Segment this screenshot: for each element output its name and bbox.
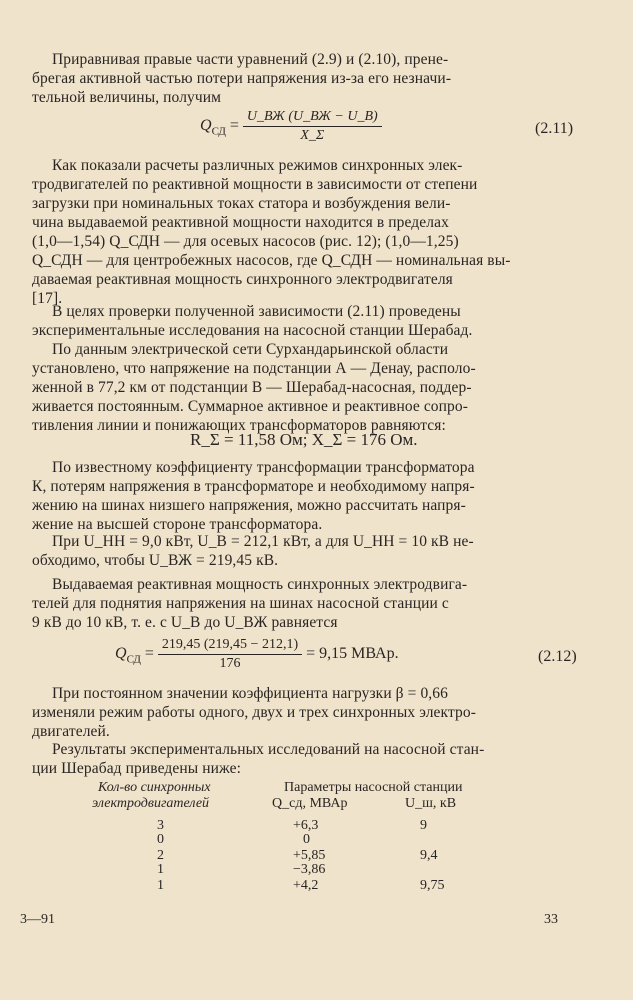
eq-numerator: U_ВЖ (U_ВЖ − U_В) bbox=[243, 108, 382, 127]
eq-fraction bbox=[243, 108, 382, 145]
equation-2-11: $Q_{СД}$ = $\frac{U\_ВЖ (U\_ВЖ - U\_В)}{X\_\Sigma}$ bbox=[200, 108, 382, 145]
text-line: При постоянном значении коэффициента нагрузки β = 0,66 bbox=[52, 685, 448, 702]
eq-lhs: Q bbox=[115, 645, 127, 663]
text-line: Как показали расчеты различных режимов синхронных элек- bbox=[52, 157, 463, 174]
eq-denominator: 176 bbox=[219, 656, 241, 671]
cell-count: 0 bbox=[157, 832, 164, 847]
eq-lhs: Q bbox=[200, 117, 212, 135]
equation-number: (2.12) bbox=[538, 648, 577, 665]
text-line: установлено, что напряжение на подстанции А — Денау, располо- bbox=[32, 360, 476, 377]
cell-u: 9,75 bbox=[420, 878, 445, 893]
cell-count: 2 bbox=[157, 848, 164, 863]
text-line: Приравнивая правые части уравнений (2.9) и (2.10), прене- bbox=[52, 51, 449, 68]
text-line: 9 кВ до 10 кВ, т. е. с U_В до U_ВЖ равняется bbox=[32, 614, 338, 631]
text-line: жение на высшей стороне трансформатора. bbox=[32, 516, 323, 533]
text-line: экспериментальные исследования на насосной станции Шерабад. bbox=[32, 322, 473, 339]
cell-q: 0 bbox=[303, 832, 310, 847]
text-line: тивления линии и понижающих трансформаторов равняются: bbox=[32, 417, 446, 434]
text-line: даваемая реактивная мощность синхронного электродвигателя bbox=[32, 271, 453, 288]
equation-resistance: R_Σ = 11,58 Ом; X_Σ = 176 Ом. bbox=[190, 430, 418, 449]
text-line: обходимо, чтобы U_ВЖ = 219,45 кВ. bbox=[32, 552, 279, 569]
cell-u: 9,4 bbox=[420, 848, 438, 863]
text-line: чина выдаваемой реактивной мощности находится в пределах bbox=[32, 214, 449, 231]
table-header-u: U_ш, кВ bbox=[405, 796, 457, 811]
cell-u: 9 bbox=[420, 818, 427, 833]
table-group-header: Параметры насосной станции bbox=[284, 780, 463, 795]
text-line: телей для поднятия напряжения на шинах насосной станции с bbox=[32, 595, 449, 612]
table-header-count-line2: электродвигателей bbox=[92, 796, 210, 811]
text-line: тродвигателей по реактивной мощности в зависимости от степени bbox=[32, 176, 478, 193]
text-line: Q_СДН — для центробежных насосов, где Q_СДН — номинальная вы- bbox=[32, 252, 511, 269]
page-number: 33 bbox=[544, 912, 558, 927]
text-line: При U_НН = 9,0 кВт, U_В = 212,1 кВт, а для U_НН = 10 кВ не- bbox=[52, 533, 474, 550]
text-line: К, потерям напряжения в трансформаторе и необходимому напря- bbox=[32, 478, 475, 495]
text-line: загрузки при номинальных токах статора и возбуждения вели- bbox=[32, 195, 451, 212]
text-line: живается постоянным. Суммарное активное и реактивное сопро- bbox=[32, 398, 469, 415]
equation-number: (2.11) bbox=[535, 120, 574, 137]
equation-2-12: $Q_{СД}$ = $\frac{219,45 (219,45 - 212,1)}{176}$ = 9,15 МВАр. bbox=[115, 637, 399, 671]
table-header-q: Q_сд, МВАр bbox=[272, 796, 348, 811]
cell-count: 3 bbox=[157, 818, 164, 833]
text-line: [17]. bbox=[32, 290, 63, 307]
text-line: (1,0—1,54) Q_СДН — для осевых насосов (рис. 12); (1,0—1,25) bbox=[32, 233, 459, 250]
cell-count: 1 bbox=[157, 862, 164, 877]
text-line: двигателей. bbox=[32, 723, 110, 740]
text-line: В целях проверки полученной зависимости (2.11) проведены bbox=[52, 303, 461, 320]
cell-q: +4,2 bbox=[293, 878, 319, 893]
eq-fraction bbox=[158, 636, 302, 673]
cell-q: +5,85 bbox=[293, 848, 326, 863]
text-line: тельной величины, получим bbox=[32, 89, 222, 106]
cell-count: 1 bbox=[157, 878, 164, 893]
text-line: жению на шинах низшего напряжения, можно рассчитать напря- bbox=[32, 497, 466, 514]
eq-lhs-sub: СД bbox=[211, 125, 226, 138]
text-line: По известному коэффициенту трансформации трансформатора bbox=[52, 459, 475, 476]
eq-numerator: 219,45 (219,45 − 212,1) bbox=[158, 636, 302, 655]
eq-denominator: X_Σ bbox=[300, 128, 325, 143]
cell-q: −3,86 bbox=[293, 862, 326, 877]
table-header-count-line1: Кол-во синхронных bbox=[98, 780, 211, 795]
text-line: изменяли режим работы одного, двух и трех синхронных электро- bbox=[32, 704, 476, 721]
text-line: брегая активной частью потери напряжения из-за его незначи- bbox=[32, 70, 452, 87]
text-line: ции Шерабад приведены ниже: bbox=[32, 760, 242, 777]
signature-mark: 3—91 bbox=[20, 912, 55, 927]
text-line: женной в 77,2 км от подстанции В — Шерабад-насосная, поддер- bbox=[32, 379, 472, 396]
text-line: Результаты экспериментальных исследований на насосной стан- bbox=[52, 741, 485, 758]
cell-q: +6,3 bbox=[293, 818, 319, 833]
text-line: По данным электрической сети Сурхандарьинской области bbox=[52, 341, 449, 358]
text-line: Выдаваемая реактивная мощность синхронных электродвига- bbox=[52, 576, 468, 593]
eq-lhs-sub: СД bbox=[126, 653, 141, 666]
eq-result: = 9,15 МВАр. bbox=[306, 645, 399, 663]
